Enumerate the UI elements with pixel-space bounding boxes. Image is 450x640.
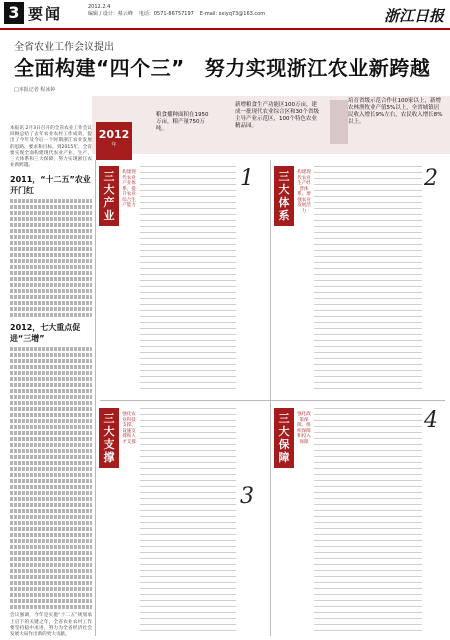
block-subtitle-system: 构建现代农业生产经营体系，增强农业发展活力: [297, 170, 311, 214]
row-rule: [100, 400, 445, 401]
year-value: 2012: [98, 128, 130, 141]
body-text-2011: [10, 199, 92, 317]
section-title: 要闻: [28, 5, 63, 23]
editor-credit: 编辑 / 设计：蔡云峰: [88, 11, 133, 17]
issue-date: 2012.2.4: [88, 4, 111, 10]
block-number-3: 3: [240, 484, 254, 509]
block-number-2: 2: [424, 166, 438, 191]
block-title-system: 三大体系: [274, 166, 294, 226]
year-badge: [96, 122, 132, 160]
email-address: E-mail: sxiyq73@163.com: [199, 11, 266, 17]
phone-number: 电话：0571-86757197: [138, 11, 194, 17]
column-rule: [95, 160, 96, 636]
subhead-2011: 2011，“十二五”农业开门红: [10, 175, 91, 196]
byline: □本报记者 程冰婷: [14, 87, 56, 93]
block-subtitle-industry: 构建现代农业产业体系，提升农业综合生产能力: [122, 170, 136, 208]
headline-part-1: 全面构建“四个三”: [14, 56, 185, 80]
page-number: 3: [4, 2, 24, 24]
year-label: 年: [111, 142, 117, 148]
block-body-industry: [140, 166, 236, 394]
article-intro: 本报讯 2月3日召开的全省农业工作会议回顾总结了去年农业农村工作成效，提出了今年及今后一个时期浙江农业发展的思路、要求和目标。到2015年，全省要实现全面构建现代农业产业、生产、三大体系和三大保障，努力实现浙江农业新跨越。: [10, 126, 92, 169]
block-title-guarantee: 三大保障: [274, 408, 294, 468]
newspaper-logo: 浙江日报: [383, 7, 444, 25]
block-subtitle-guarantee: 强化政策保障、组织保障和投入保障: [297, 412, 311, 445]
band-photo: [330, 100, 348, 144]
article-kicker: 全省农业工作会议提出: [14, 42, 114, 53]
header-meta: [88, 4, 265, 18]
headline-part-2: 努力实现浙江农业新跨越: [204, 56, 431, 80]
block-title-industry: 三大产业: [99, 166, 119, 226]
block-number-4: 4: [424, 408, 438, 433]
stat-functional-zones: 新增粮食生产功能区100万亩，建成一批现代农业综合区和30个省级主导产业示范区，100个特色农业精品园。: [235, 102, 319, 129]
article-headline: [14, 52, 430, 81]
body-text-2012: [10, 347, 92, 609]
block-number-1: 1: [240, 166, 254, 191]
stat-cooperatives: 培育省级示范合作社100家以上，新增农林渔牧业产值5%以上，全省城镇居民收入增长9%左右，农民收入增长8%以上。: [348, 98, 443, 125]
subhead-2012: 2012，七大重点促进“三增”: [10, 323, 81, 344]
column-rule: [270, 160, 271, 636]
block-subtitle-support: 强化农业科技支撑、设施支撑和人才支撑: [122, 412, 136, 445]
block-body-guarantee: [314, 408, 422, 634]
masthead: [0, 0, 450, 30]
block-body-system: [314, 166, 422, 394]
left-column: [10, 126, 92, 638]
block-title-support: 三大支撑: [99, 408, 119, 468]
stat-grain: 粮食播种面积在1950万亩，粮产量750万吨。: [156, 112, 209, 132]
block-body-support: [140, 408, 236, 634]
article-closing: 会议强调，今年是实施“十二五”规划承上启下的关键之年，全省农业农村工作要坚持稳中求进，努力为全省经济社会发展大局作出新的更大贡献。: [10, 613, 92, 638]
